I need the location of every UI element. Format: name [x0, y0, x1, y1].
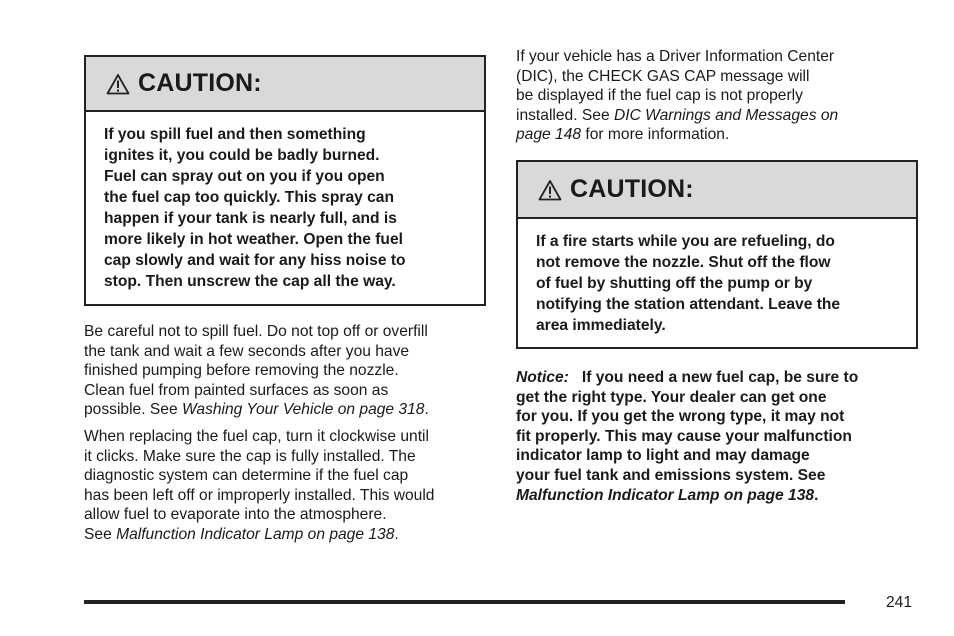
- notice-line: your fuel tank and emissions system. See: [516, 466, 826, 484]
- footer-rule: [84, 600, 845, 604]
- paragraph-text: See: [84, 525, 117, 543]
- paragraph-text: installed. See: [516, 106, 614, 124]
- cross-reference-link[interactable]: page 148: [516, 126, 582, 144]
- paragraph-line: allow fuel to evaporate into the atmosphere.: [84, 506, 387, 524]
- caution-header: [86, 57, 484, 112]
- paragraph-line: be displayed if the fuel cap is not properly: [516, 87, 803, 105]
- paragraph-line: it clicks. Make sure the cap is fully installed. The: [84, 447, 416, 465]
- caution-line: If a fire starts while you are refueling, do: [536, 233, 835, 250]
- paragraph-text: possible. See: [84, 401, 182, 419]
- caution-line: area immediately.: [536, 317, 666, 334]
- caution-title: CAUTION:: [138, 69, 262, 97]
- caution-line: the fuel cap too quickly. This spray can: [104, 189, 394, 206]
- caution-line: of fuel by shutting off the pump or by: [536, 275, 813, 292]
- cross-reference-link[interactable]: DIC Warnings and Messages on: [613, 106, 839, 124]
- paragraph-line: Clean fuel from painted surfaces as soon as: [84, 381, 389, 399]
- caution-text: [518, 219, 916, 336]
- paragraph-text: for more information.: [581, 126, 730, 144]
- caution-box-fuel-spray: [84, 55, 486, 306]
- cross-reference-link[interactable]: Malfunction Indicator Lamp on page 138: [516, 486, 815, 504]
- caution-header: [518, 162, 916, 219]
- caution-line: stop. Then unscrew the cap all the way.: [104, 273, 396, 290]
- caution-line: Fuel can spray out on you if you open: [104, 168, 385, 185]
- caution-title: CAUTION:: [570, 175, 694, 203]
- notice-line: [516, 486, 918, 506]
- notice-text: If you need a new fuel cap, be sure to: [581, 369, 859, 386]
- notice-label: Notice:: [516, 369, 569, 386]
- paragraph-spill-fuel: [84, 322, 484, 420]
- notice-line: indicator lamp to light and may damage: [516, 447, 810, 465]
- cross-reference-link[interactable]: Washing Your Vehicle on page 318: [181, 401, 425, 419]
- paragraph-text: .: [394, 525, 399, 543]
- paragraph-line: (DIC), the CHECK GAS CAP message will: [516, 67, 810, 85]
- caution-line: ignites it, you could be badly burned.: [104, 147, 380, 164]
- paragraph-line: has been left off or improperly installed. This would: [84, 486, 435, 504]
- paragraph-line: [516, 125, 916, 145]
- caution-line: cap slowly and wait for any hiss noise to: [104, 252, 406, 269]
- caution-text: [86, 112, 484, 292]
- notice-line: fit properly. This may cause your malfunction: [516, 427, 852, 445]
- paragraph-line: When replacing the fuel cap, turn it clockwise until: [84, 428, 429, 445]
- paragraph-line: [84, 400, 484, 420]
- paragraph-line: the tank and wait a few seconds after you have: [84, 342, 410, 360]
- paragraph-text: .: [424, 401, 429, 419]
- paragraph-line: [516, 106, 916, 126]
- notice-fuel-cap: [516, 368, 918, 505]
- warning-triangle-icon: [106, 73, 130, 95]
- notice-text: .: [814, 486, 819, 504]
- cross-reference-link[interactable]: Malfunction Indicator Lamp on page 138: [116, 525, 395, 543]
- caution-box-fire: [516, 160, 918, 349]
- paragraph-line: diagnostic system can determine if the fuel cap: [84, 467, 409, 485]
- caution-line: happen if your tank is nearly full, and is: [104, 210, 397, 227]
- caution-line: If you spill fuel and then something: [104, 126, 366, 143]
- caution-line: more likely in hot weather. Open the fuel: [104, 231, 403, 248]
- notice-line: get the right type. Your dealer can get one: [516, 388, 827, 406]
- paragraph-line: Be careful not to spill fuel. Do not top off or overfill: [84, 323, 428, 340]
- paragraph-line: [84, 525, 484, 545]
- page-number: 241: [886, 594, 913, 611]
- notice-line: for you. If you get the wrong type, it may not: [516, 408, 845, 426]
- paragraph-line: If your vehicle has a Driver Information Center: [516, 48, 835, 65]
- warning-triangle-icon: [538, 179, 562, 201]
- paragraph-line: finished pumping before removing the nozzle.: [84, 362, 399, 380]
- caution-line: notifying the station attendant. Leave the: [536, 296, 841, 313]
- notice-line: [516, 368, 918, 388]
- caution-line: not remove the nozzle. Shut off the flow: [536, 254, 831, 271]
- paragraph-dic-message: [516, 47, 916, 145]
- paragraph-replace-cap: [84, 427, 484, 545]
